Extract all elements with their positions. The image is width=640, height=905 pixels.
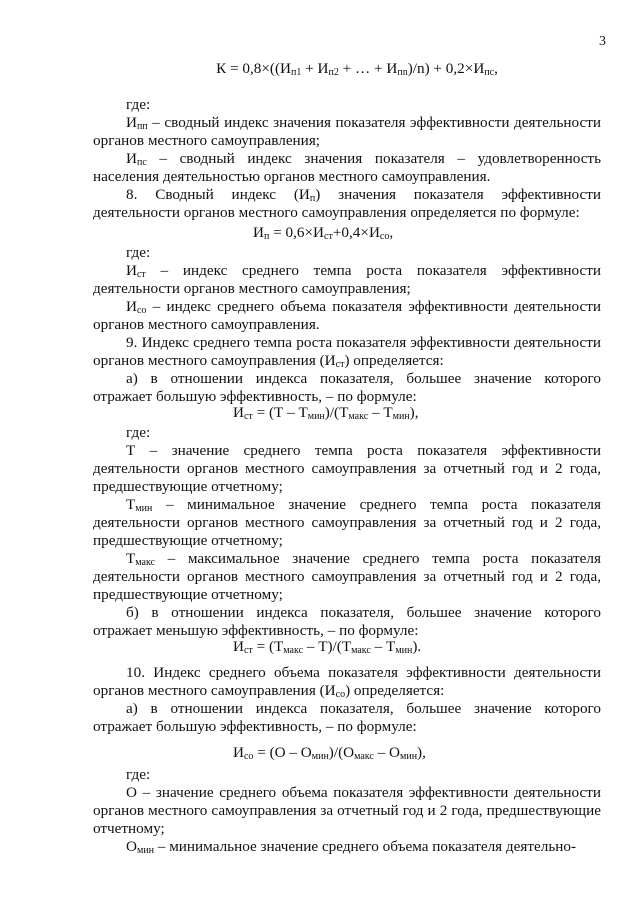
- definition-o: О – значение среднего объема показателя эффективности деятельности органов местного самоуправления за отчетный год и 2 года, предшествующие отчетному;: [93, 784, 601, 837]
- where-label: где:: [126, 96, 151, 113]
- paragraph-9a: а) в отношении индекса показателя, большее значение которого отражает большую эффективность, – по формуле:: [93, 370, 601, 405]
- definition-ips: $И_{пс}$ – сводный индекс значения показателя – удовлетворенность населения деятельностью органов местного самоуправления.: [93, 150, 601, 185]
- page-number: 3: [599, 34, 606, 49]
- formula-ist-b: $И_{ст} = (Т_{макс} - Т)/(Т_{макс} - Т_{мин})$.: [233, 638, 422, 656]
- where-label: где:: [126, 766, 151, 783]
- formula-ip: $И_п = 0,6\times И_{ст}+0,4\times И_{со}$,: [253, 224, 394, 242]
- definition-tmax: $Т_{макс}$ – максимальное значение среднего темпа роста показателя деятельности органов местного самоуправления за отчетный год и 2 года, предшествующие отчетному;: [93, 550, 601, 603]
- definitions-ist: [93, 424, 601, 640]
- paragraph-10a: а) в отношении индекса показателя, большее значение которого отражает большую эффективность, – по формуле:: [93, 700, 601, 735]
- formula-iso: $И_{со} = (О - О_{мин})/(О_{макс} - О_{мин})$,: [233, 744, 426, 762]
- definition-ist: $И_{ст}$ – индекс среднего темпа роста показателя эффективности деятельности органов местного самоуправления;: [93, 262, 601, 297]
- paragraph-9: 9. Индекс среднего темпа роста показателя эффективности деятельности органов местного самоуправления $(И_{ст})$ определяется:: [93, 334, 601, 370]
- section-10: [93, 664, 601, 736]
- definition-t: Т – значение среднего темпа роста показателя эффективности деятельности органов местного самоуправления за отчетный год и 2 года, предшествующие отчетному;: [93, 442, 601, 495]
- paragraph-9b: б) в отношении индекса показателя, большее значение которого отражает меньшую эффективность, – по формуле:: [93, 604, 601, 639]
- formula-ist-a: $И_{ст} = (Т - Т_{мин})/(Т_{макс} - Т_{мин})$,: [233, 404, 419, 422]
- paragraph-10: 10. Индекс среднего объема показателя эффективности деятельности органов местного самоуправления $(И_{со})$ определяется:: [93, 664, 601, 700]
- paragraph-8: 8. Сводный индекс $(И_п)$ значения показателя эффективности деятельности органов местного самоуправления определяется по формуле:: [93, 186, 601, 221]
- formula-k: $К = 0,8\times((И_{п1} + И_{п2}$ + … + $И_{пn})/n) + 0,2\times И_{пс}$,: [216, 60, 498, 78]
- where-label: где:: [126, 424, 151, 441]
- definition-ipp: $И_{пп}$ – сводный индекс значения показателя эффективности деятельности органов местного самоуправления;: [93, 114, 601, 149]
- where-label: где:: [126, 244, 151, 261]
- definition-tmin: $Т_{мин}$ – минимальное значение среднего темпа роста показателя деятельности органов местного самоуправления за отчетный год и 2 года, предшествующие отчетному;: [93, 496, 601, 549]
- definitions-ip: [93, 244, 601, 406]
- definitions-iso: [93, 766, 601, 856]
- definition-iso: $И_{со}$ – индекс среднего объема показателя эффективности деятельности органов местного самоуправления.: [93, 298, 601, 333]
- definition-omin: $О_{мин}$ – минимальное значение среднего объема показателя деятельно-: [126, 838, 577, 856]
- definitions-k: [93, 96, 601, 222]
